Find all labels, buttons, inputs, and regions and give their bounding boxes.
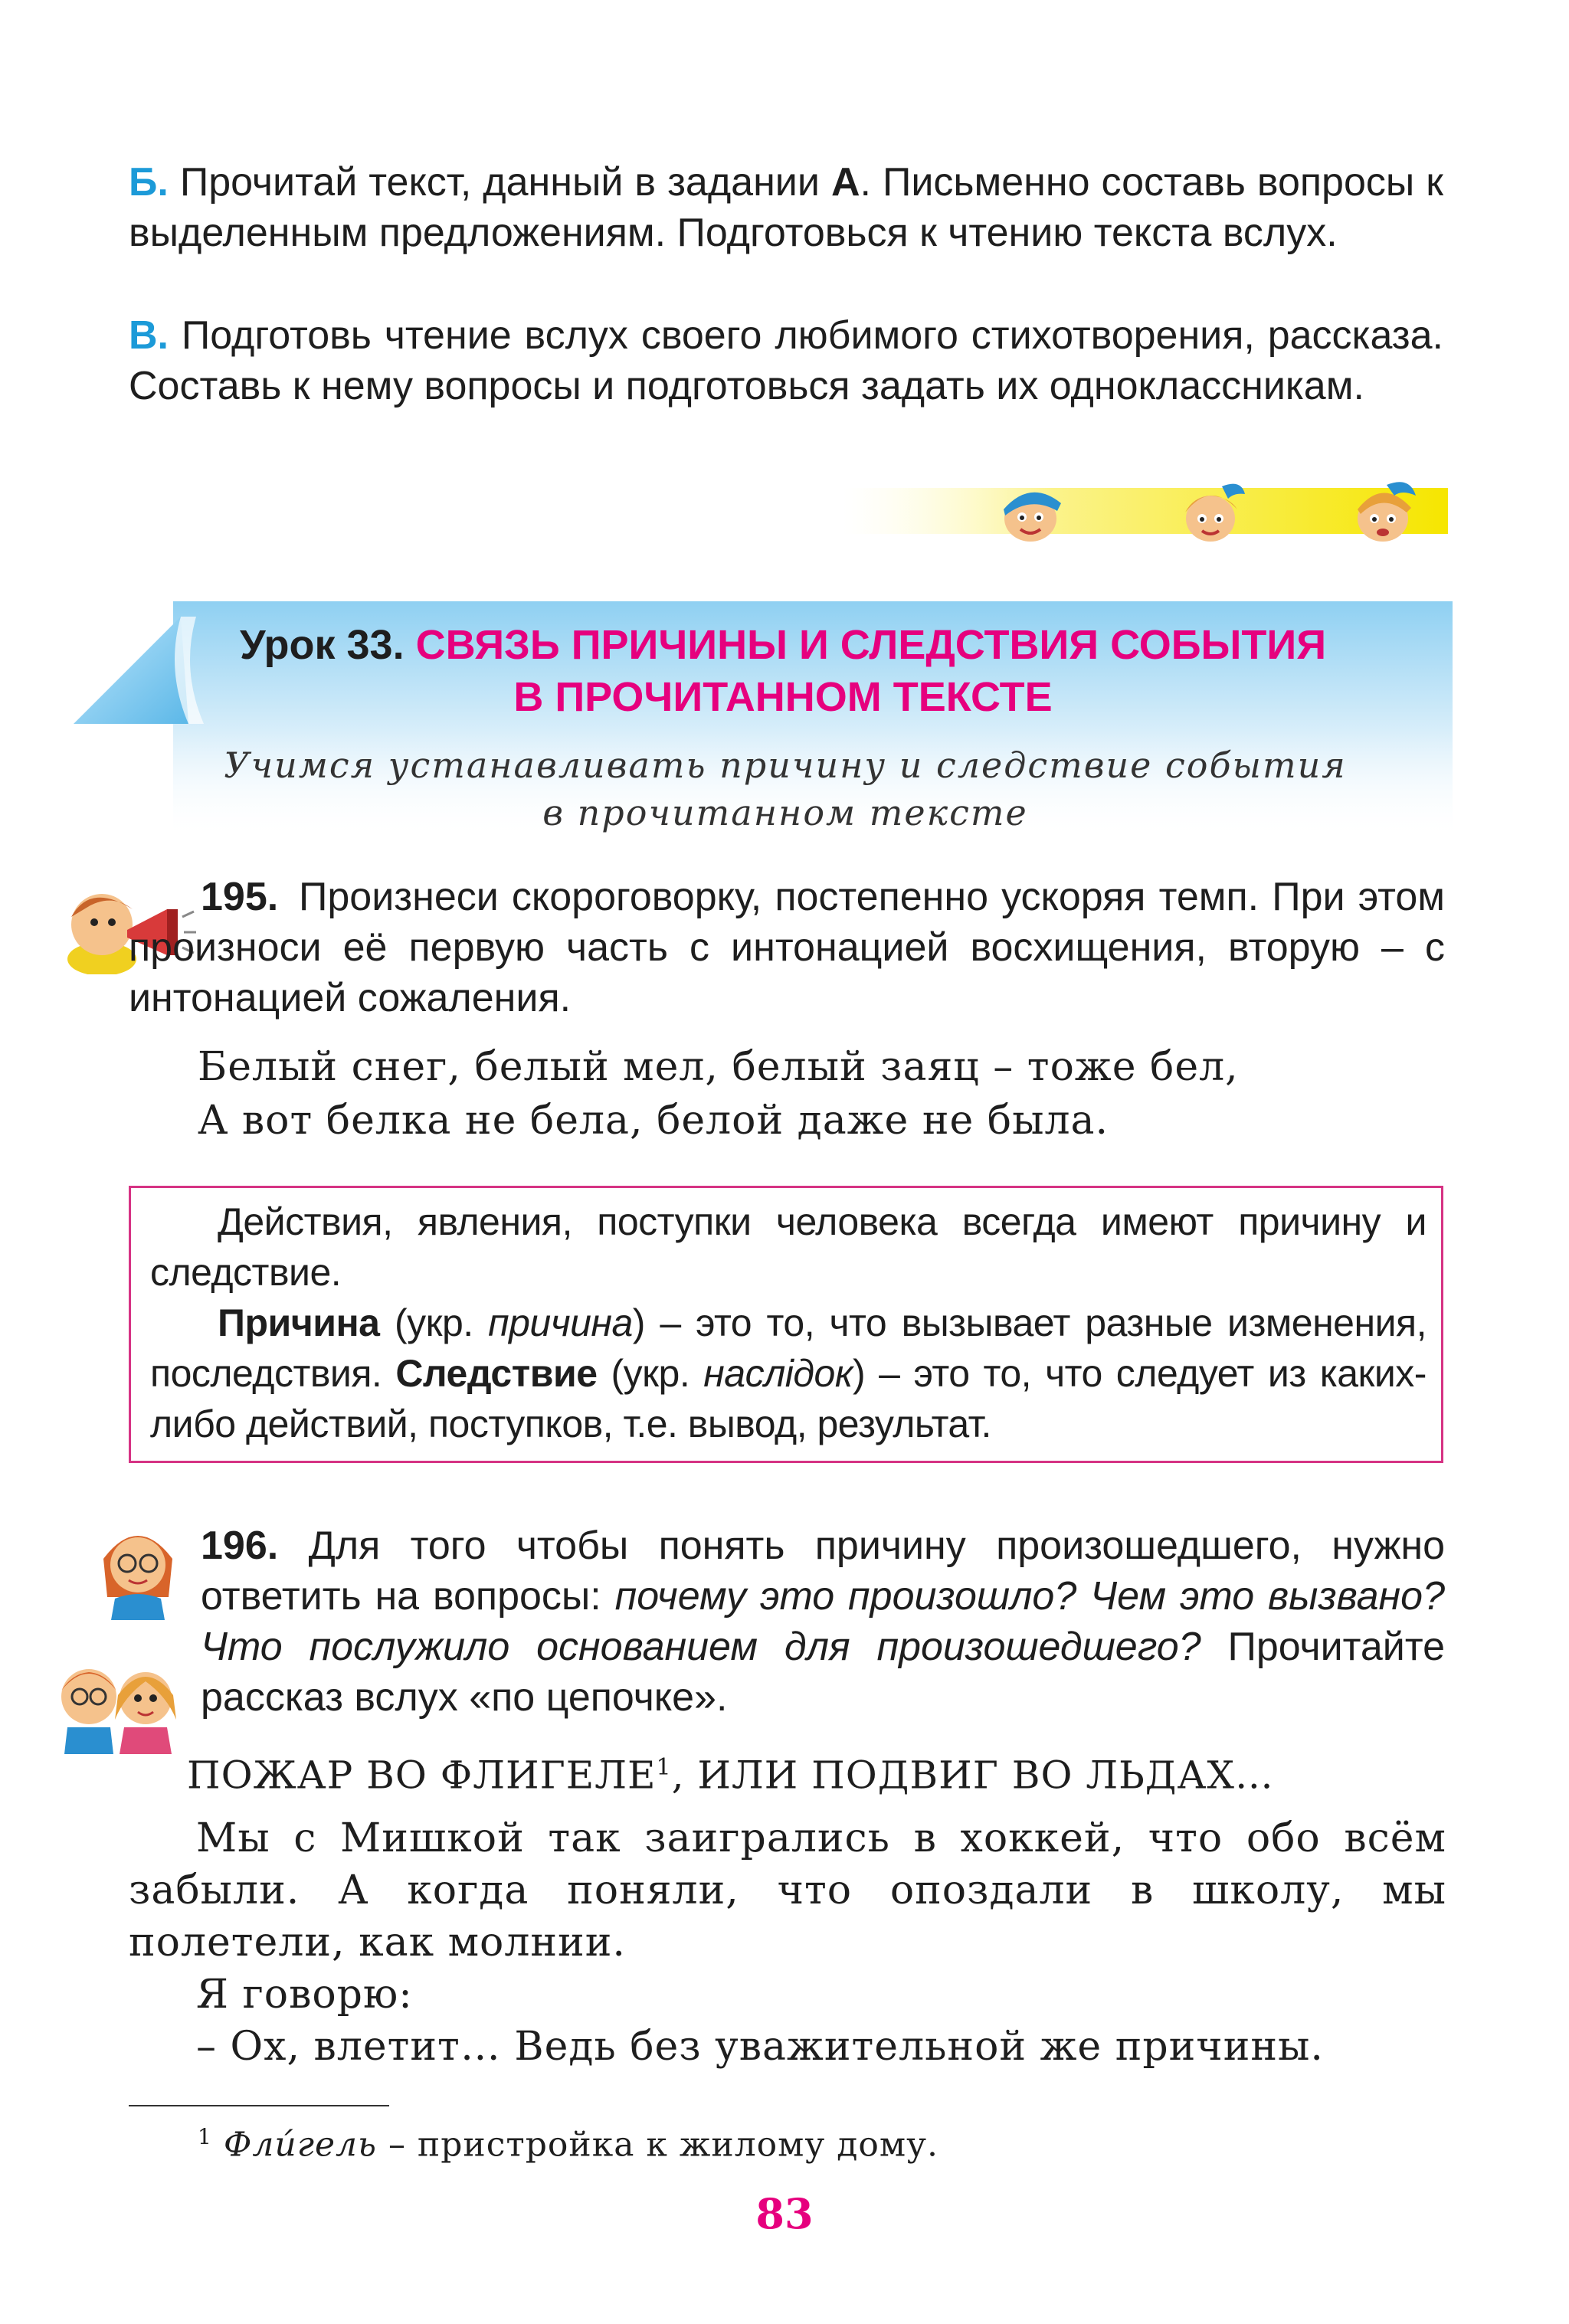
lesson-title-line2: В ПРОЧИТАННОМ ТЕКСТЕ (513, 674, 1053, 720)
ex196-text-1: Для того чтобы понять причину произошедшего, нужно ответить на вопросы: (201, 1524, 1446, 1619)
task-b-ref: А (830, 160, 860, 205)
lesson-subtitle (153, 741, 1417, 836)
lesson-title (201, 619, 1365, 723)
footnote-divider (129, 2105, 389, 2106)
task-b-letter: Б. (129, 160, 169, 205)
boy-face-icon (988, 479, 1073, 548)
ex196-text (201, 1520, 1445, 1723)
rule-text (150, 1196, 1427, 1449)
ukr-effect: наслідок (703, 1352, 853, 1395)
poem-line-2: А вот белка не бела, белой даже не была. (198, 1098, 1109, 1144)
footnote-ref: 1 (656, 1754, 672, 1781)
poem-line-1: Белый снег, белый мел, белый заяц – тоже бел, (198, 1044, 1239, 1090)
story-paragraph-1: Мы с Мишкой так заигрались в хоккей, что обо всём забыли. А когда поняли, что опоздали в школу, мы полетели, как молнии. (129, 1815, 1446, 1966)
character-strip (843, 479, 1448, 544)
rule-paragraph-2: Причина (укр. причина) – это то, что вызывает разные изменения, последствия. Следствие (укр. наслідок) – это то, что следует из каких-либо действий, поступков, т.е. вывод, результат. (150, 1301, 1427, 1445)
child-face-icon (1341, 479, 1425, 548)
story-body (129, 1812, 1446, 2073)
story-title: ПОЖАР ВО ФЛИГЕЛЕ$^1$, ИЛИ ПОДВИГ ВО ЛЬДАХ… (187, 1753, 1274, 1798)
task-b-text-2: . Письменно составь вопросы к выделенным предложениям. Подготовься к чтению текста вслух. (129, 160, 1444, 255)
task-b-text-1: Прочитай текст, данный в задании (179, 160, 820, 205)
girl-glasses-icon (92, 1513, 184, 1620)
footnote-term: Фли́гель (223, 2125, 377, 2165)
ex195-poem (198, 1040, 1454, 1147)
task-v-letter: В. (129, 313, 169, 358)
two-children-icon (44, 1651, 190, 1754)
ex196-text-2: Прочитайте рассказ вслух «по цепочке». (201, 1625, 1445, 1720)
page-number: 83 (755, 2189, 814, 2238)
ex195-number: 195. (201, 875, 279, 919)
lesson-title-line1: СВЯЗЬ ПРИЧИНЫ И СЛЕДСТВИЯ СОБЫТИЯ (415, 622, 1327, 668)
term-cause: Причина (218, 1301, 380, 1344)
term-effect: Следствие (395, 1352, 598, 1395)
ex196-questions: почему это произошло? Чем это вызвано? Что послужило основанием для произошедшего? (201, 1574, 1445, 1669)
rule-paragraph-1: Действия, явления, поступки человека всегда имеют причину и следствие. (150, 1200, 1427, 1294)
task-b (129, 157, 1443, 258)
ex196-number: 196. (201, 1524, 279, 1568)
ukr-cause: причина (488, 1301, 633, 1344)
lesson-subtitle-line2: в прочитанном тексте (542, 792, 1028, 833)
lesson-label: Урок 33. (239, 622, 405, 668)
task-v (129, 310, 1443, 411)
story-paragraph-2: Я говорю: (196, 1972, 413, 2018)
lesson-subtitle-line1: Учимся устанавливать причину и следствие события (224, 745, 1347, 786)
girl-face-icon (1168, 479, 1253, 548)
footnote: $^1$ Фли́гель – пристройка к жилому дому. (198, 2124, 938, 2165)
story-paragraph-3: – Ох, влетит… Ведь без уважительной же причины. (196, 2024, 1324, 2070)
ex195-text: Произнеси скороговорку, постепенно ускоряя темп. При этом произноси её первую часть с интонацией восхищения, вторую – с интонацией сожаления. (129, 875, 1445, 1020)
task-v-text: Подготовь чтение вслух своего любимого стихотворения, рассказа. Составь к нему вопросы и подготовься задать их одноклассникам. (129, 313, 1443, 408)
